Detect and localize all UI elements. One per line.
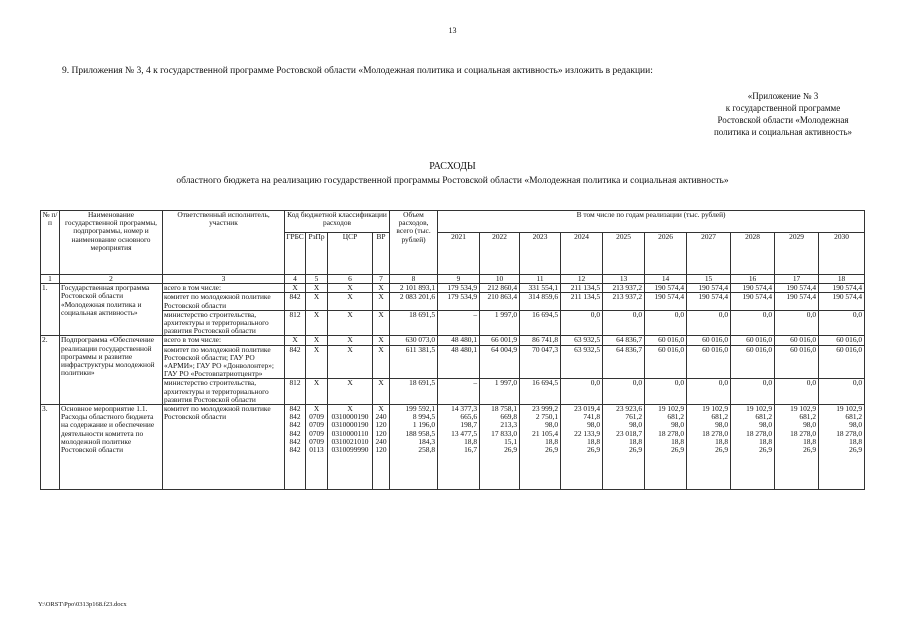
program-name: Подпрограмма «Обеспечение реализации государственной программы и развитие инфраструктуры молодежной политики» [60,336,163,405]
responsible-executor: всего в том числе: [163,336,285,345]
subline-value: 681,2 [667,412,685,422]
year-value: 0,0 [731,310,775,336]
year-value: 190 574,4 [645,284,687,293]
subline-value: 120 [375,428,387,438]
code-vr: Х [373,293,390,310]
program-name: Основное мероприятие 1.1. Расходы областного бюджета на содержание и обеспечение деятельности комитета по молодежной политике Ростовской области [60,405,163,490]
row-number: 1. [41,284,60,336]
year-value: 179 534,9 [438,293,480,310]
subline-value: 23 999,2 [532,404,559,414]
responsible-executor: министерство строительства, архитектуры и территориального развития Ростовской области [163,379,285,405]
code-rzpr: Х [306,379,328,405]
header-vr: ВР [373,233,390,275]
subline-value: 18,8 [671,436,685,446]
code-csr: Х [328,310,373,336]
year-value [520,405,561,490]
column-index-cell: 7 [373,275,390,284]
year-value: 0,0 [819,310,865,336]
subline-value: 26,9 [587,445,601,455]
code-grbs: 842 [285,293,306,310]
subline-value: 26,9 [629,445,643,455]
year-value: 190 574,4 [687,284,731,293]
column-index-cell: 12 [561,275,603,284]
header-year: 2028 [731,233,775,275]
responsible-executor: комитет по молодежной политике Ростовской области [163,293,285,310]
year-value: 0,0 [645,310,687,336]
year-value: 331 554,1 [520,284,561,293]
subline-value: 665,6 [460,412,478,422]
year-value: 63 932,5 [561,345,603,379]
total-volume: 611 381,5 [390,345,438,379]
column-index-cell: 4 [285,275,306,284]
subline-value: 18 278,0 [836,428,863,438]
subline-value: 188 958,5 [405,428,436,438]
year-value: 179 534,9 [438,284,480,293]
year-value [731,405,775,490]
column-index-cell: 5 [306,275,328,284]
subline-value: 23 923,6 [616,404,643,414]
year-value: 0,0 [775,379,819,405]
subline-value: 18,8 [759,436,773,446]
subline-value: 19 102,9 [746,404,773,414]
year-value: 0,0 [645,379,687,405]
code-rzpr: Х [306,345,328,379]
header-years-group: В том числе по годам реализации (тыс. рублей) [438,211,865,233]
year-value: 190 574,4 [731,284,775,293]
subline-value: 19 102,9 [702,404,729,414]
subline-value: 681,2 [755,412,773,422]
column-index-cell: 14 [645,275,687,284]
header-num: № п/п [41,211,60,275]
table-row [41,310,865,336]
year-value: 63 932,5 [561,336,603,345]
year-value: 60 016,0 [775,336,819,345]
subline-value: 0310000110 [331,428,369,438]
subline-value: 240 [375,412,387,422]
document-subtitle: областного бюджета на реализацию государственной программы Ростовской области «Молодежная политика и социальная активность» [176,176,729,186]
header-grbs: ГРБС [285,233,306,275]
year-value: 211 134,5 [561,293,603,310]
year-value: 0,0 [561,310,603,336]
year-value: 190 574,4 [819,293,865,310]
year-value: 60 016,0 [731,336,775,345]
subline-value: 18,8 [849,436,863,446]
subline-value: 842 [289,436,301,446]
subline-value: 18,8 [629,436,643,446]
subline-value: 18 278,0 [746,428,773,438]
subline-value: 120 [375,445,387,455]
appendix-line: политика и социальная активность» [713,127,853,137]
year-value: 60 016,0 [645,336,687,345]
subline-value: 13 477,5 [451,428,478,438]
subline-value: 842 [289,428,301,438]
subline-value: 2 750,1 [535,412,559,422]
subline-value: 17 833,0 [491,428,518,438]
column-index-cell: 3 [163,275,285,284]
code-rzpr: Х [306,284,328,293]
code-grbs: Х [285,284,306,293]
year-value: 212 860,4 [480,284,520,293]
subline-value: 19 102,9 [836,404,863,414]
column-index-cell: 8 [390,275,438,284]
code-rzpr: Х [306,336,328,345]
code-csr [328,405,373,490]
subline-value: 18 278,0 [790,428,817,438]
subline-value: 21 105,4 [532,428,559,438]
subline-value: 0113 [309,445,324,455]
subline-value: 98,0 [715,420,729,430]
subline-value: 199 592,1 [405,404,436,414]
subline-value: 0709 [309,412,324,422]
subline-value: 681,2 [711,412,729,422]
table-row [41,379,865,405]
year-value: 66 001,9 [480,336,520,345]
subline-value: 15,1 [504,436,518,446]
subline-value: 842 [289,404,301,414]
code-grbs: 842 [285,345,306,379]
subline-value: 761,2 [625,412,643,422]
subline-value: 14 377,3 [451,404,478,414]
subline-value: 19 102,9 [790,404,817,414]
year-value [480,405,520,490]
year-value: 60 016,0 [819,345,865,379]
year-value: 60 016,0 [731,345,775,379]
subline-value: 26,9 [671,445,685,455]
subline-value: 98,0 [587,420,601,430]
subline-value: 18,8 [587,436,601,446]
column-index-cell: 10 [480,275,520,284]
subline-value: 0310000190 [331,420,369,430]
header-responsible: Ответственный исполнитель, участник [163,211,285,275]
subline-value: 16,7 [464,445,478,455]
total-volume: 18 691,5 [390,379,438,405]
total-volume: 18 691,5 [390,310,438,336]
year-value: 64 836,7 [603,345,645,379]
header-year: 2023 [520,233,561,275]
year-value: 0,0 [775,310,819,336]
header-code-group: Код бюджетной классификации расходов [285,211,390,233]
subline-value: 0709 [309,436,324,446]
year-value: – [438,379,480,405]
year-value: 48 480,1 [438,345,480,379]
year-value: 0,0 [687,310,731,336]
subline-value: 0709 [309,420,324,430]
subline-value: 22 133,9 [574,428,601,438]
page-number: 13 [448,26,457,35]
subline-value: 120 [375,420,387,430]
subline-value: 26,9 [803,445,817,455]
year-value: 213 937,2 [603,284,645,293]
total-volume [390,405,438,490]
appendix-line: к государственной программе [725,103,841,113]
header-year: 2025 [603,233,645,275]
year-value: 60 016,0 [819,336,865,345]
column-index-cell: 15 [687,275,731,284]
responsible-executor: министерство строительства, архитектуры и территориального развития Ростовской области [163,310,285,336]
year-value: 0,0 [687,379,731,405]
subline-value: 26,9 [849,445,863,455]
row-number: 2. [41,336,60,405]
subline-value: 26,9 [504,445,518,455]
subline-value: 842 [289,445,301,455]
year-value: 16 694,5 [520,310,561,336]
year-value: 60 016,0 [775,345,819,379]
code-vr: Х [373,284,390,293]
table-row [41,293,865,310]
subline-value: 98,0 [759,420,773,430]
year-value [645,405,687,490]
footer-file-path: Y:\ORST\Ppo\0313p168.f23.docx [38,601,127,608]
code-csr: Х [328,336,373,345]
code-rzpr [306,405,328,490]
subline-value: 213,3 [500,420,518,430]
subline-value: 681,2 [799,412,817,422]
subline-value: 0310099990 [331,445,369,455]
header-rzpr: РзПр [306,233,328,275]
table-row [41,345,865,379]
subline-value: 18,8 [803,436,817,446]
appendix-line: «Приложение № 3 [747,91,819,101]
code-vr: Х [373,345,390,379]
year-value [775,405,819,490]
year-value [561,405,603,490]
subline-value: 1 196,0 [412,420,436,430]
code-vr: Х [373,336,390,345]
year-value: 211 134,5 [561,284,603,293]
subline-value: 26,9 [545,445,559,455]
subline-value: 18,8 [715,436,729,446]
subline-value: 184,3 [418,436,436,446]
responsible-executor: комитет по молодежной политике Ростовской области; ГАУ РО «АРМИ»; ГАУ РО «Донволонтер»; ГАУ РО «Ростовпатриотцентр» [163,345,285,379]
column-index-cell: 16 [731,275,775,284]
subline-value: 669,8 [500,412,518,422]
subline-value: 0310000190 [331,412,369,422]
subline-value: 23 019,4 [574,404,601,414]
subline-value: 842 [289,412,301,422]
year-value: 213 937,2 [603,293,645,310]
subline-value: 0310021010 [331,436,369,446]
year-value: 16 694,5 [520,379,561,405]
subline-value: 98,0 [849,420,863,430]
header-year: 2024 [561,233,603,275]
column-index-cell: 18 [819,275,865,284]
subline-value: 741,8 [583,412,601,422]
year-value: 0,0 [731,379,775,405]
column-index-cell: 11 [520,275,561,284]
column-index-cell: 9 [438,275,480,284]
year-value: 60 016,0 [645,345,687,379]
subline-value: 18,8 [545,436,559,446]
responsible-executor: всего в том числе: [163,284,285,293]
year-value: 0,0 [603,310,645,336]
column-index-row [41,275,865,284]
subline-value: 681,2 [845,412,863,422]
year-value: 0,0 [819,379,865,405]
code-rzpr: Х [306,310,328,336]
subline-value: Х [313,404,320,414]
column-index-cell: 2 [60,275,163,284]
year-value: 1 997,0 [480,379,520,405]
subline-value: 18 758,1 [491,404,518,414]
year-value: 0,0 [561,379,603,405]
year-value: 190 574,4 [731,293,775,310]
year-value: 86 741,8 [520,336,561,345]
responsible-executor: комитет по молодежной политике Ростовской области [163,405,285,490]
header-year: 2030 [819,233,865,275]
header-name: Наименование государственной программы, подпрограммы, номер и наименование основного мероприятия [60,211,163,275]
column-index-cell: 13 [603,275,645,284]
subline-value: 18 278,0 [658,428,685,438]
table-body [41,275,865,490]
year-value: 190 574,4 [819,284,865,293]
code-vr: Х [373,310,390,336]
year-value [819,405,865,490]
subline-value: 98,0 [545,420,559,430]
table-row [41,336,865,345]
header-year: 2029 [775,233,819,275]
header-year: 2022 [480,233,520,275]
subline-value: Х [378,404,384,414]
header-year: 2021 [438,233,480,275]
subline-value: 842 [289,420,301,430]
year-value: 64 836,7 [603,336,645,345]
program-name: Государственная программа Ростовской области «Молодежная политика и социальная активность» [60,284,163,336]
code-csr: Х [328,284,373,293]
table-row [41,284,865,293]
year-value: 210 863,4 [480,293,520,310]
code-grbs [285,405,306,490]
year-value: 48 480,1 [438,336,480,345]
subline-value: 98,0 [671,420,685,430]
year-value: 190 574,4 [687,293,731,310]
subline-value: Х [347,404,353,414]
year-value [438,405,480,490]
total-volume: 630 073,0 [390,336,438,345]
intro-paragraph: 9. Приложения № 3, 4 к государственной программе Ростовской области «Молодежная политика и социальная активность» изложить в редакции: [62,66,653,76]
year-value [603,405,645,490]
column-index-cell: 17 [775,275,819,284]
year-value: 1 997,0 [480,310,520,336]
subline-value: 26,9 [715,445,729,455]
header-volume: Объем расходов, всего (тыс. рублей) [390,211,438,275]
code-grbs: 812 [285,379,306,405]
code-csr: Х [328,345,373,379]
code-grbs: 812 [285,310,306,336]
subline-value: 26,9 [759,445,773,455]
subline-value: 98,0 [803,420,817,430]
year-value: 314 859,6 [520,293,561,310]
header-year: 2026 [645,233,687,275]
budget-table [40,210,865,490]
year-value: 190 574,4 [775,293,819,310]
header-year: 2027 [687,233,731,275]
year-value: 60 016,0 [687,336,731,345]
year-value: 190 574,4 [775,284,819,293]
column-index-cell: 6 [328,275,373,284]
year-value: 0,0 [603,379,645,405]
header-csr: ЦСР [328,233,373,275]
column-index-cell: 1 [41,275,60,284]
subline-value: 19 102,9 [658,404,685,414]
subline-value: 18,8 [464,436,478,446]
table-row [41,405,865,490]
subline-value: 98,0 [629,420,643,430]
code-csr: Х [328,379,373,405]
year-value: 60 016,0 [687,345,731,379]
subline-value: 240 [375,436,387,446]
subline-value: 198,7 [460,420,478,430]
subline-value: 23 018,7 [616,428,643,438]
code-grbs: Х [285,336,306,345]
subline-value: 258,8 [418,445,436,455]
code-vr [373,405,390,490]
appendix-line: Ростовской области «Молодежная [717,115,849,125]
row-number: 3. [41,405,60,490]
code-csr: Х [328,293,373,310]
year-value [687,405,731,490]
year-value: 70 047,3 [520,345,561,379]
year-value: – [438,310,480,336]
code-rzpr: Х [306,293,328,310]
year-value: 64 004,9 [480,345,520,379]
total-volume: 2 083 201,6 [390,293,438,310]
total-volume: 2 101 893,1 [390,284,438,293]
subline-value: 18 278,0 [702,428,729,438]
code-vr: Х [373,379,390,405]
subline-value: 0709 [309,428,324,438]
year-value: 190 574,4 [645,293,687,310]
subline-value: 8 994,5 [412,412,436,422]
document-title: РАСХОДЫ [429,161,476,172]
appendix-caption [703,90,863,138]
